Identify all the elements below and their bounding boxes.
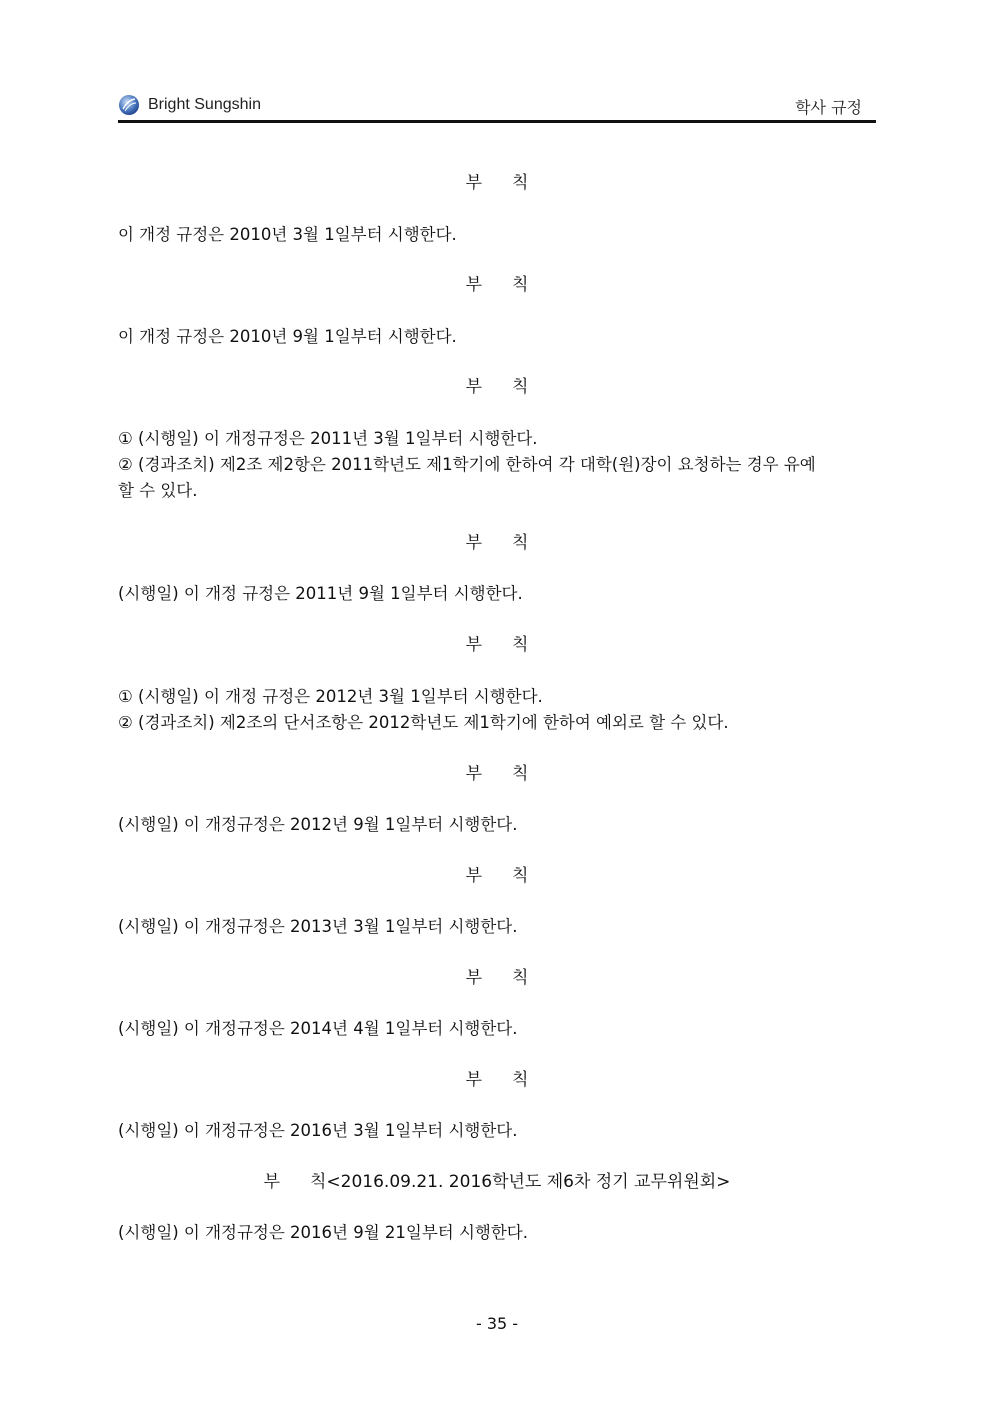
sungshin-logo-icon	[118, 94, 140, 116]
heading-part2: 칙	[512, 377, 529, 397]
heading-part2: 칙<2016.09.21. 2016학년도 제6차 정기 교무위원회>	[310, 1172, 731, 1192]
paragraph-line: 할 수 있다.	[118, 481, 198, 500]
addenda-heading	[118, 865, 876, 887]
heading-part1: 부	[465, 275, 482, 295]
paragraph-line: ② (경과조치) 제2조의 단서조항은 2012학년도 제1학기에 한하여 예외로 할 수 있다.	[118, 713, 729, 732]
heading-part1: 부	[263, 1172, 280, 1192]
paragraph-line: (시행일) 이 개정규정은 2016년 9월 21일부터 시행한다.	[118, 1223, 528, 1242]
paragraph-line: ① (시행일) 이 개정규정은 2011년 3월 1일부터 시행한다.	[118, 429, 538, 448]
addenda-heading	[118, 634, 876, 656]
heading-part1: 부	[465, 866, 482, 886]
heading-part1: 부	[465, 377, 482, 397]
addenda-paragraph	[118, 812, 876, 838]
heading-part2: 칙	[512, 533, 529, 553]
addenda-heading	[118, 763, 876, 785]
addenda-heading	[118, 967, 876, 989]
addenda-heading	[118, 532, 876, 554]
addenda-paragraph	[118, 222, 876, 248]
heading-part1: 부	[465, 533, 482, 553]
addenda-paragraph	[118, 324, 876, 350]
heading-part2: 칙	[512, 173, 529, 193]
heading-part2: 칙	[512, 635, 529, 655]
addenda-paragraph	[118, 1220, 876, 1246]
addenda-heading	[118, 274, 876, 296]
heading-part2: 칙	[512, 764, 529, 784]
heading-part1: 부	[465, 173, 482, 193]
brand-name: Bright Sungshin	[148, 96, 261, 113]
paragraph-line: ② (경과조치) 제2조 제2항은 2011학년도 제1학기에 한하여 각 대학(원)장이 요청하는 경우 유예	[118, 455, 816, 474]
paragraph-line: (시행일) 이 개정규정은 2014년 4월 1일부터 시행한다.	[118, 1019, 518, 1038]
paragraph-line: 이 개정 규정은 2010년 9월 1일부터 시행한다.	[118, 327, 457, 346]
paragraph-line: ① (시행일) 이 개정 규정은 2012년 3월 1일부터 시행한다.	[118, 687, 543, 706]
paragraph-line: (시행일) 이 개정 규정은 2011년 9월 1일부터 시행한다.	[118, 584, 523, 603]
addenda-paragraph	[118, 1118, 876, 1144]
page-number: - 35 -	[475, 1314, 519, 1333]
page-header	[118, 92, 876, 122]
addenda-heading	[118, 376, 876, 398]
addenda-heading	[118, 1069, 876, 1091]
heading-part2: 칙	[512, 1070, 529, 1090]
heading-part1: 부	[465, 1070, 482, 1090]
header-rule	[118, 120, 876, 123]
paragraph-line: (시행일) 이 개정규정은 2012년 9월 1일부터 시행한다.	[118, 815, 518, 834]
addenda-paragraph	[118, 684, 876, 736]
addenda-paragraph	[118, 581, 876, 607]
heading-part2: 칙	[512, 968, 529, 988]
heading-part1: 부	[465, 764, 482, 784]
addenda-paragraph	[118, 914, 876, 940]
section-title: 학사 규정	[795, 98, 862, 117]
addenda-paragraph	[118, 426, 876, 504]
addenda-paragraph	[118, 1016, 876, 1042]
addenda-heading	[118, 172, 876, 194]
heading-part2: 칙	[512, 275, 529, 295]
heading-part1: 부	[465, 635, 482, 655]
addenda-heading	[118, 1171, 876, 1193]
heading-part2: 칙	[512, 866, 529, 886]
paragraph-line: 이 개정 규정은 2010년 3월 1일부터 시행한다.	[118, 225, 457, 244]
paragraph-line: (시행일) 이 개정규정은 2013년 3월 1일부터 시행한다.	[118, 917, 518, 936]
paragraph-line: (시행일) 이 개정규정은 2016년 3월 1일부터 시행한다.	[118, 1121, 518, 1140]
heading-part1: 부	[465, 968, 482, 988]
